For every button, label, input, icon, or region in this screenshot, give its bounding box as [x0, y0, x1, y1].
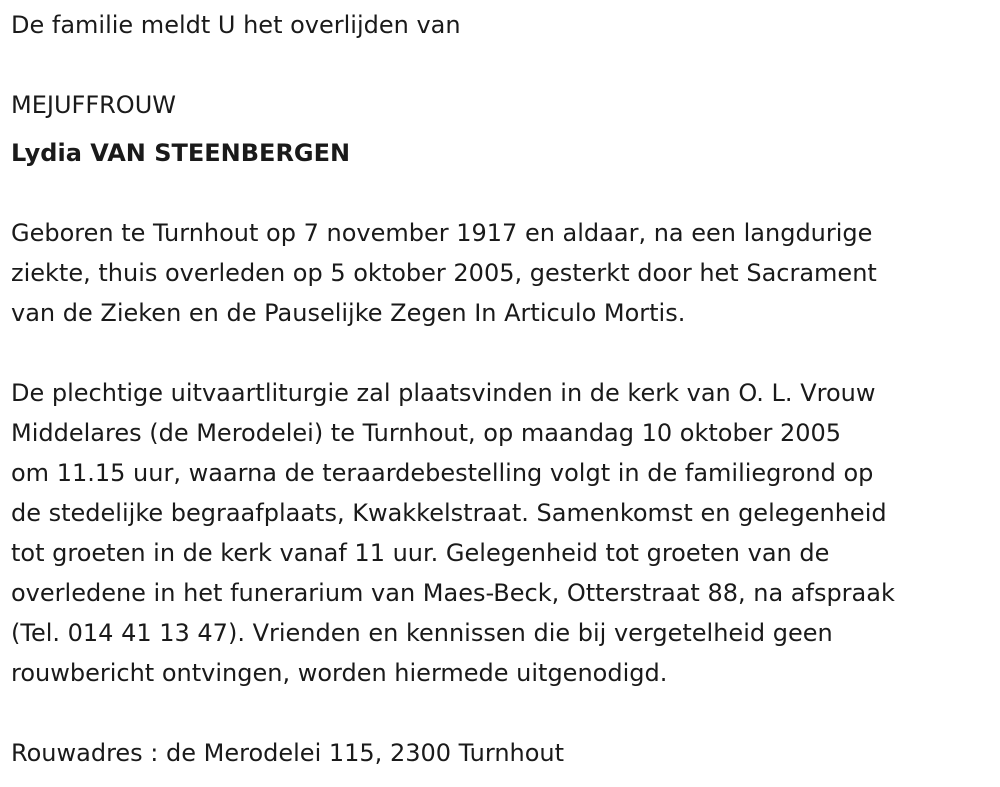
spacer [11, 173, 996, 213]
spacer [11, 125, 996, 133]
paragraph-line: rouwbericht ontvingen, worden hiermede uitgenodigd. [11, 659, 668, 687]
intro-text: De familie meldt U het overlijden van [11, 11, 461, 39]
paragraph-line: van de Zieken en de Pauselijke Zegen In Articulo Mortis. [11, 299, 686, 327]
spacer [11, 693, 996, 733]
paragraph-line: de stedelijke begraafplaats, Kwakkelstraat. Samenkomst en gelegenheid [11, 499, 887, 527]
death-notice [11, 5, 996, 773]
paragraph-line: om 11.15 uur, waarna de teraardebestelling volgt in de familiegrond op [11, 459, 874, 487]
funeral-paragraph [11, 373, 996, 693]
paragraph-line: overledene in het funerarium van Maes-Beck, Otterstraat 88, na afspraak [11, 579, 895, 607]
mourning-address: Rouwadres : de Merodelei 115, 2300 Turnhout [11, 739, 565, 767]
paragraph-line: (Tel. 014 41 13 47). Vrienden en kennissen die bij vergetelheid geen [11, 619, 833, 647]
paragraph-line: tot groeten in de kerk vanaf 11 uur. Gelegenheid tot groeten van de [11, 539, 830, 567]
spacer [11, 45, 996, 85]
paragraph-line: Geboren te Turnhout op 7 november 1917 en aldaar, na een langdurige [11, 219, 873, 247]
birth-death-paragraph [11, 213, 996, 333]
honorific-title: MEJUFFROUW [11, 91, 176, 119]
paragraph-line: ziekte, thuis overleden op 5 oktober 2005, gesterkt door het Sacrament [11, 259, 877, 287]
paragraph-line: De plechtige uitvaartliturgie zal plaatsvinden in de kerk van O. L. Vrouw [11, 379, 876, 407]
deceased-name: Lydia VAN STEENBERGEN [11, 139, 351, 167]
spacer [11, 333, 996, 373]
paragraph-line: Middelares (de Merodelei) te Turnhout, op maandag 10 oktober 2005 [11, 419, 842, 447]
